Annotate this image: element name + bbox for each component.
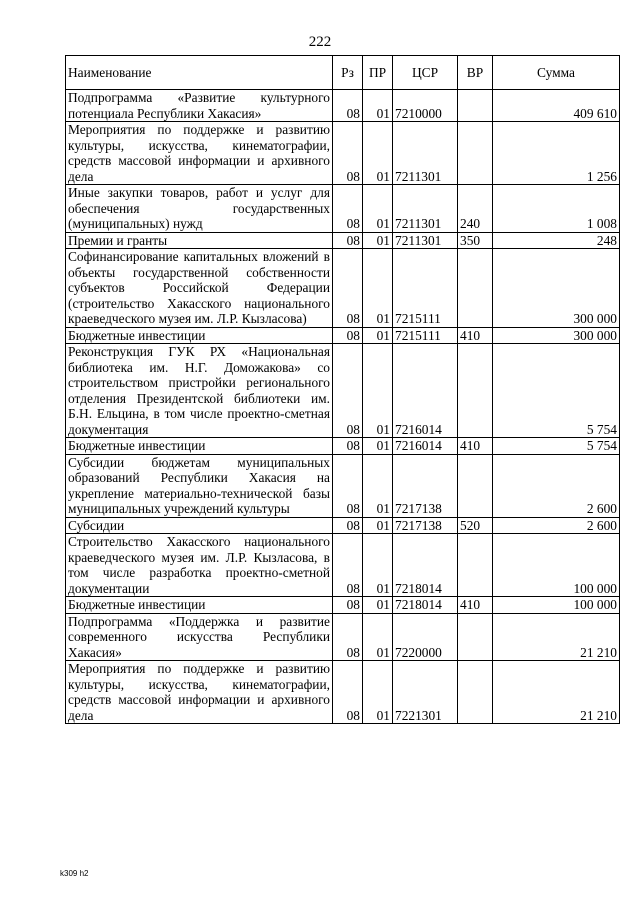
cell-name: Подпрограмма «Развитие культурного потенциала Республики Хакасия» <box>66 90 333 122</box>
cell-name: Субсидии бюджетам муниципальных образований Республики Хакасия на укрепление материально-технической базы муниципальных учреждений культуры <box>66 454 333 517</box>
cell-sum: 2 600 <box>493 454 620 517</box>
cell-sum: 300 000 <box>493 249 620 328</box>
table-row <box>66 534 620 597</box>
cell-pr: 01 <box>363 90 393 122</box>
cell-csr: 7211301 <box>393 185 458 233</box>
cell-rz: 08 <box>333 661 363 724</box>
page-number: 222 <box>308 34 332 50</box>
cell-rz: 08 <box>333 185 363 233</box>
cell-sum: 5 754 <box>493 344 620 438</box>
header-rz: Рз <box>333 56 363 90</box>
cell-vr: 350 <box>458 232 493 249</box>
cell-rz: 08 <box>333 454 363 517</box>
cell-rz: 08 <box>333 438 363 455</box>
cell-rz: 08 <box>333 597 363 614</box>
cell-pr: 01 <box>363 613 393 661</box>
cell-pr: 01 <box>363 661 393 724</box>
cell-name: Строительство Хакасского национального краеведческого музея им. Л.Р. Кызласова, в том числе разработка проектно-сметной документации <box>66 534 333 597</box>
table-row <box>66 344 620 438</box>
cell-csr: 7211301 <box>393 122 458 185</box>
cell-sum: 300 000 <box>493 327 620 344</box>
table-row <box>66 438 620 455</box>
cell-vr <box>458 454 493 517</box>
cell-csr: 7215111 <box>393 327 458 344</box>
table-row <box>66 454 620 517</box>
table-row <box>66 249 620 328</box>
cell-rz: 08 <box>333 232 363 249</box>
cell-name: Подпрограмма «Поддержка и развитие современного искусства Республики Хакасия» <box>66 613 333 661</box>
table-header-row <box>66 56 620 90</box>
cell-name: Премии и гранты <box>66 232 333 249</box>
cell-name: Мероприятия по поддержке и развитию культуры, искусства, кинематографии, средств массовой информации и архивного дела <box>66 661 333 724</box>
cell-vr: 240 <box>458 185 493 233</box>
cell-sum: 21 210 <box>493 613 620 661</box>
cell-sum: 409 610 <box>493 90 620 122</box>
cell-rz: 08 <box>333 249 363 328</box>
cell-sum: 2 600 <box>493 517 620 534</box>
table-row <box>66 232 620 249</box>
cell-vr: 410 <box>458 438 493 455</box>
header-pr: ПР <box>363 56 393 90</box>
table-row <box>66 517 620 534</box>
cell-csr: 7221301 <box>393 661 458 724</box>
cell-name: Иные закупки товаров, работ и услуг для обеспечения государственных (муниципальных) нужд <box>66 185 333 233</box>
cell-pr: 01 <box>363 517 393 534</box>
cell-sum: 5 754 <box>493 438 620 455</box>
table-row <box>66 327 620 344</box>
cell-csr: 7210000 <box>393 90 458 122</box>
cell-pr: 01 <box>363 597 393 614</box>
cell-pr: 01 <box>363 438 393 455</box>
cell-vr <box>458 249 493 328</box>
cell-name: Бюджетные инвестиции <box>66 327 333 344</box>
header-name: Наименование <box>66 56 333 90</box>
table-row <box>66 613 620 661</box>
table-body <box>66 90 620 724</box>
cell-pr: 01 <box>363 327 393 344</box>
cell-vr: 410 <box>458 327 493 344</box>
cell-pr: 01 <box>363 249 393 328</box>
cell-rz: 08 <box>333 613 363 661</box>
table-row <box>66 90 620 122</box>
cell-pr: 01 <box>363 122 393 185</box>
cell-csr: 7216014 <box>393 344 458 438</box>
cell-sum: 21 210 <box>493 661 620 724</box>
cell-rz: 08 <box>333 534 363 597</box>
cell-rz: 08 <box>333 122 363 185</box>
cell-pr: 01 <box>363 344 393 438</box>
cell-pr: 01 <box>363 185 393 233</box>
cell-vr: 520 <box>458 517 493 534</box>
cell-name: Мероприятия по поддержке и развитию культуры, искусства, кинематографии, средств массовой информации и архивного дела <box>66 122 333 185</box>
cell-name: Реконструкция ГУК РХ «Национальная библиотека им. Н.Г. Доможакова» со строительством пристройки регионального отделения Президентской библиотеки им. Б.Н. Ельцина, в том числе проектно-сметная документация <box>66 344 333 438</box>
cell-rz: 08 <box>333 327 363 344</box>
cell-rz: 08 <box>333 90 363 122</box>
cell-name: Софинансирование капитальных вложений в объекты государственной собственности субъектов Российской Федерации (строительство Хакасского национального краеведческого музея им. Л.Р. Кызласова) <box>66 249 333 328</box>
table-row <box>66 185 620 233</box>
table-row <box>66 122 620 185</box>
table-row <box>66 661 620 724</box>
table-row <box>66 597 620 614</box>
cell-vr <box>458 90 493 122</box>
cell-csr: 7218014 <box>393 597 458 614</box>
header-vr: ВР <box>458 56 493 90</box>
cell-name: Субсидии <box>66 517 333 534</box>
cell-csr: 7217138 <box>393 517 458 534</box>
cell-vr <box>458 613 493 661</box>
cell-name: Бюджетные инвестиции <box>66 597 333 614</box>
cell-pr: 01 <box>363 534 393 597</box>
cell-vr <box>458 661 493 724</box>
cell-sum: 100 000 <box>493 534 620 597</box>
header-sum: Сумма <box>493 56 620 90</box>
cell-vr: 410 <box>458 597 493 614</box>
cell-csr: 7211301 <box>393 232 458 249</box>
cell-csr: 7220000 <box>393 613 458 661</box>
cell-vr <box>458 534 493 597</box>
header-csr: ЦСР <box>393 56 458 90</box>
cell-pr: 01 <box>363 232 393 249</box>
cell-rz: 08 <box>333 517 363 534</box>
cell-rz: 08 <box>333 344 363 438</box>
cell-sum: 248 <box>493 232 620 249</box>
cell-csr: 7216014 <box>393 438 458 455</box>
cell-vr <box>458 122 493 185</box>
budget-table <box>65 55 620 724</box>
cell-csr: 7218014 <box>393 534 458 597</box>
cell-pr: 01 <box>363 454 393 517</box>
cell-vr <box>458 344 493 438</box>
cell-sum: 1 256 <box>493 122 620 185</box>
cell-name: Бюджетные инвестиции <box>66 438 333 455</box>
cell-sum: 1 008 <box>493 185 620 233</box>
cell-csr: 7217138 <box>393 454 458 517</box>
footer-code: k309 h2 <box>60 869 89 878</box>
cell-sum: 100 000 <box>493 597 620 614</box>
cell-csr: 7215111 <box>393 249 458 328</box>
